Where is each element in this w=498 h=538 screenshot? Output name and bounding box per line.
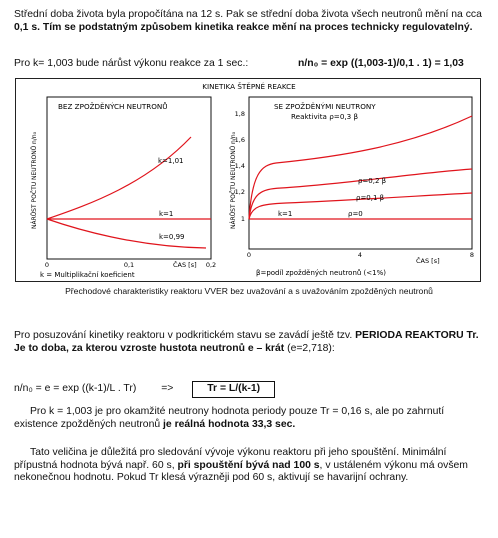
formula-boxed: Tr = L/(k-1) xyxy=(192,381,275,398)
formula-left: n/n₀ = e = exp ((k-1)/L . Tr) xyxy=(14,383,137,394)
period-value-bold: je reálná hodnota 33,3 sec. xyxy=(163,418,296,430)
right-ytick-1-8: 1,8 xyxy=(234,110,245,118)
kinetics-figure xyxy=(15,78,481,282)
left-xtick-2: 0,2 xyxy=(205,261,217,269)
figure-top-title: KINETIKA ŠTĚPNÉ REAKCE xyxy=(202,82,296,91)
left-note: k = Multiplikační koeficient xyxy=(40,271,135,279)
left-panel xyxy=(31,97,216,279)
label-k-1-right: k=1 xyxy=(278,210,293,218)
left-xlabel: ČAS [s] xyxy=(173,261,197,269)
period-paragraph xyxy=(14,330,486,355)
intro-text: Střední doba života byla propočítána na 12 s. Pak se střední doba života všech neutronů mění na cca xyxy=(14,9,482,20)
kinetics-figure-svg xyxy=(16,79,482,283)
period-text: Pro posuzování kinetiky reaktoru v podkritickém stavu se zavádí ještě tzv. xyxy=(14,330,356,341)
left-xtick-0: 0 xyxy=(44,261,50,269)
label-rho-0-2: ρ=0,2 β xyxy=(358,177,387,185)
left-title: BEZ ZPOŽDĚNÝCH NEUTRONŮ xyxy=(58,102,168,111)
right-panel xyxy=(230,97,474,277)
left-ylabel: NÁRŮST POČTU NEUTRONŮ n/n₀ xyxy=(31,131,38,229)
right-frame xyxy=(249,97,472,249)
right-xtick-4: 4 xyxy=(357,251,363,259)
right-reactivity: Reaktivita ρ=0,3 β xyxy=(291,112,359,121)
power-growth-label: Pro k= 1,003 bude nárůst výkonu reakce za 1 sec.: xyxy=(14,58,249,69)
period-term: PERIODA REAKTORU Tr. xyxy=(355,330,479,341)
right-title: SE ZPOŽDĚNÝMI NEUTRONY xyxy=(274,102,376,111)
intro-paragraph xyxy=(14,9,486,34)
monitoring-text: Tato veličina je důležitá pro sledování vývoje výkonu reaktoru při jeho spouštění. Minimální přípustná hodnota bývá např. 60 s, xyxy=(14,447,447,471)
label-k-0-99: k=0,99 xyxy=(159,233,185,241)
period-value-text: Pro k = 1,003 je pro okamžité neutrony hodnota periody pouze Tr = 0,16 s, ale po zahrnutí existence zpožděných neutronů xyxy=(14,406,445,430)
right-ytick-1-2: 1,2 xyxy=(234,188,245,196)
right-ylabel: NÁRŮST POČTU NEUTRONŮ n/n₀ xyxy=(230,131,237,229)
monitoring-paragraph xyxy=(14,447,486,485)
period-e-value: (e=2,718): xyxy=(284,342,335,354)
left-xtick-1: 0,1 xyxy=(123,261,135,269)
monitoring-bold: při spouštění bývá nad 100 s xyxy=(177,459,320,471)
formula-line xyxy=(14,381,486,398)
formula-arrow: => xyxy=(161,383,174,394)
right-ytick-1-4: 1,4 xyxy=(234,162,245,170)
label-k-1: k=1 xyxy=(159,210,174,218)
right-xtick-0: 0 xyxy=(246,251,252,259)
right-ytick-1: 1 xyxy=(240,215,245,223)
curve-k-1-01 xyxy=(47,137,191,219)
right-note: β=podíl zpožděných neutronů (<1%) xyxy=(256,269,386,277)
right-ytick-1-6: 1,6 xyxy=(234,136,245,144)
monitoring-text-end: , v ustáleném výkonu má ovšem nekonečnou hodnotu. Pokud Tr klesá výrazněji pod 60 s, aktivují se havarijní ochrany. xyxy=(14,459,468,484)
period-value-paragraph xyxy=(14,406,486,431)
right-xtick-8: 8 xyxy=(469,251,475,259)
label-rho-0: ρ=0 xyxy=(348,210,363,218)
intro-bold: 0,1 s. Tím se podstatným způsobem kinetika reakce mění na proces technicky regulovatelný. xyxy=(14,21,473,33)
label-rho-0-1: ρ=0,1 β xyxy=(356,194,385,202)
figure-caption: Přechodové charakteristiky reaktoru VVER bez uvažování a s uvažováním zpožděných neutronů xyxy=(65,286,433,296)
right-xlabel: ČAS [s] xyxy=(416,257,440,265)
power-growth-formula: n/n₀ = exp ((1,003-1)/0,1 . 1) = 1,03 xyxy=(298,58,464,69)
period-definition: Je to doba, za kterou vzroste hustota neutronů e – krát xyxy=(14,342,285,354)
power-growth-line xyxy=(14,58,486,71)
left-frame xyxy=(47,97,211,259)
label-k-1-01: k=1,01 xyxy=(158,157,184,165)
